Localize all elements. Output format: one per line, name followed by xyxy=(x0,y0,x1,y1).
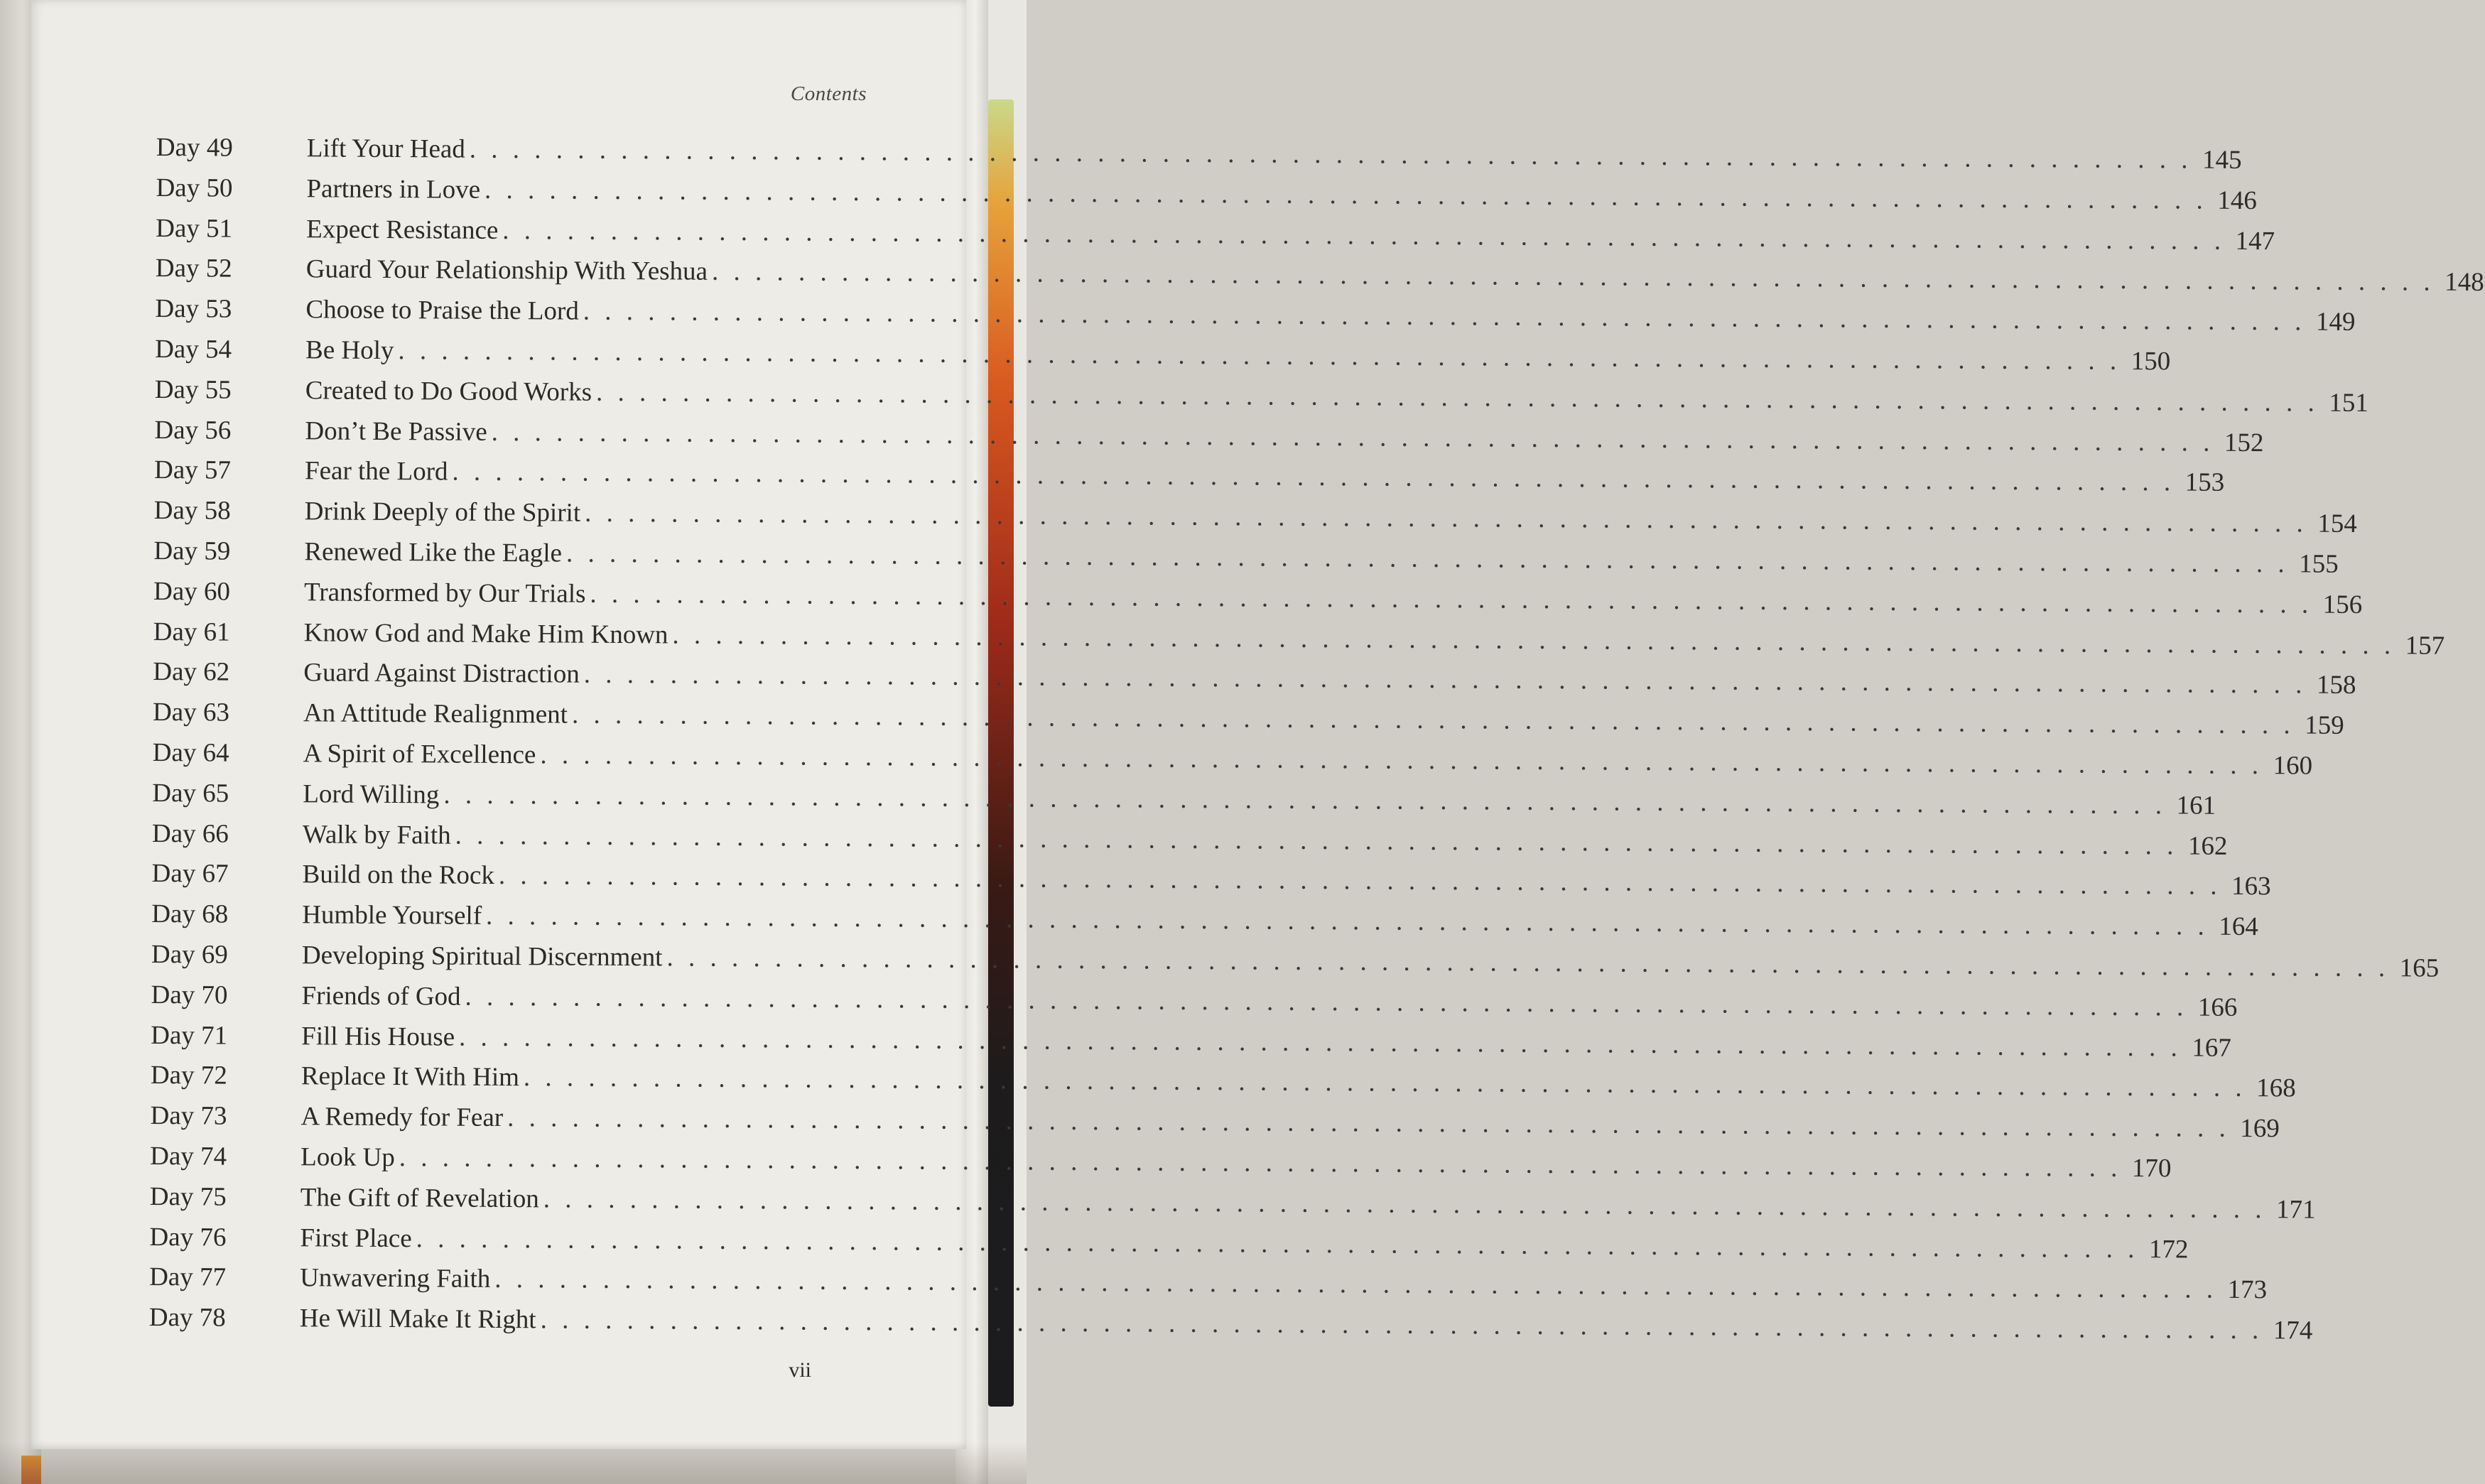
toc-entry-title: Drink Deeply of the Spirit xyxy=(304,497,581,528)
dot-leader: . . . . . . . . . . . . . . . . . . . . . . . . . . . . . . . . . . . . . . . . . . . . . . . . . . . . . . . . . . . . . . . . . . . . . . . . . . . . . . . . xyxy=(711,257,2435,297)
toc-page-number: 157 xyxy=(2405,630,2445,661)
toc-entry xyxy=(152,697,2344,742)
toc-entry-title: Expect Resistance xyxy=(306,214,499,245)
toc-entry xyxy=(149,1221,2189,1266)
bottom-shadow xyxy=(0,1441,1027,1484)
toc-entry xyxy=(151,858,2271,903)
toc-entry-title: Humble Yourself xyxy=(302,900,482,931)
toc-entry-title: Developing Spiritual Discernment xyxy=(301,941,663,973)
toc-page-number: 151 xyxy=(2329,388,2368,418)
toc-entry xyxy=(153,455,2225,499)
toc-page-number: 173 xyxy=(2227,1275,2268,1305)
toc-entry xyxy=(156,132,2242,177)
dot-leader: . . . . . . . . . . . . . . . . . . . . . . . . . . . . . . . . . . . . . . . . . . . . . . . . . . . . . . . . . . . . . . . . . . . . . . . . . . . . . . . . xyxy=(502,215,2226,256)
toc-entry-title: An Attitude Realignment xyxy=(303,698,568,730)
dot-leader: . . . . . . . . . . . . . . . . . . . . . . . . . . . . . . . . . . . . . . . . . . . . . . . . . . . . . . . . . . . . . . . . . . . . . . . . . . . . . . . . xyxy=(507,1103,2230,1143)
toc-page-number: 152 xyxy=(2224,428,2264,457)
dot-leader: . . . . . . . . . . . . . . . . . . . . . . . . . . . . . . . . . . . . . . . . . . . . . . . . . . . . . . . . . . . . . . . . . . . . . . . . . . . . . . . . xyxy=(469,134,2192,175)
toc-page-number: 166 xyxy=(2197,992,2238,1022)
toc-entry xyxy=(149,1262,2268,1306)
dot-leader: . . . . . . . . . . . . . . . . . . . . . . . . . . . . . . . . . . . . . . . . . . . . . . . . . . . . . . . . . . . . . . . . . . . . . . . . . . . . . . . . xyxy=(494,1264,2218,1305)
dot-leader: . . . . . . . . . . . . . . . . . . . . . . . . . . . . . . . . . . . . . . . . . . . . . . . . . . . . . . . . . . . . . . . . . . . . . . . . . . . . . . . . xyxy=(590,579,2313,619)
toc-day-label: Day 73 xyxy=(150,1101,227,1131)
toc-day-label: Day 61 xyxy=(153,617,230,647)
toc-entry-title: Created to Do Good Works xyxy=(305,376,592,407)
toc-day-label: Day 65 xyxy=(152,778,229,808)
toc-day-label: Day 54 xyxy=(155,334,232,364)
toc-page-number: 168 xyxy=(2256,1073,2296,1103)
dot-leader: . . . . . . . . . . . . . . . . . . . . . . . . . . . . . . . . . . . . . . . . . . . . . . . . . . . . . . . . . . . . . . . . . . . . . . . . . . . . . . . . xyxy=(595,377,2319,418)
toc-day-label: Day 75 xyxy=(149,1181,227,1212)
dot-leader: . . . . . . . . . . . . . . . . . . . . . . . . . . . . . . . . . . . . . . . . . . . . . . . . . . . . . . . . . . . . . . . . . . . . . . . . . . . . . . . . xyxy=(498,861,2221,901)
toc-entry xyxy=(154,374,2368,419)
toc-day-label: Day 52 xyxy=(155,254,232,284)
toc-day-label: Day 50 xyxy=(156,173,233,203)
toc-entry xyxy=(152,778,2216,823)
toc-entry xyxy=(151,1020,2231,1065)
toc-entry xyxy=(153,536,2339,580)
dot-leader: . . . . . . . . . . . . . . . . . . . . . . . . . . . . . . . . . . . . . . . . . . . . . . . . . . . . . . . . . . . . . . . . . . . . . . . . . . . . . . . . xyxy=(458,1022,2182,1062)
toc-entry-title: Choose to Praise the Lord xyxy=(305,295,579,326)
toc-page-number: 154 xyxy=(2317,509,2358,539)
toc-page-number: 160 xyxy=(2273,751,2313,781)
toc-entry-title: Partners in Love xyxy=(306,174,481,205)
toc-page-number: 145 xyxy=(2202,145,2242,175)
toc-entry xyxy=(153,495,2358,540)
toc-page-number: 172 xyxy=(2148,1234,2189,1264)
toc-entry-title: Be Holy xyxy=(305,335,394,366)
dot-leader: . . . . . . . . . . . . . . . . . . . . . . . . . . . . . . . . . . . . . . . . . . . . . . . . . . . . . . . . . . . . . . . . . . . . . . . . . . . . . . . . xyxy=(491,417,2214,457)
toc-page-number: 146 xyxy=(2217,185,2257,215)
toc-entry xyxy=(154,415,2264,460)
toc-entry-title: First Place xyxy=(300,1223,412,1253)
toc-day-label: Day 58 xyxy=(153,496,231,526)
toc-entry-title: Guard Against Distraction xyxy=(303,658,580,690)
toc-entry-title: Walk by Faith xyxy=(302,819,451,850)
dot-leader: . . . . . . . . . . . . . . . . . . . . . . . . . . . . . . . . . . . . . . . . . . . . . . . . . . . . . . . . . . . . . . . . . . . . . . . . . . . . . . . . xyxy=(443,780,2167,820)
toc-entry-title: Build on the Rock xyxy=(302,860,495,891)
toc-page-number: 150 xyxy=(2131,346,2171,377)
dot-leader: . . . . . . . . . . . . . . . . . . . . . . . . . . . . . . . . . . . . . . . . . . . . . . . . . . . . . . . . . . . . . . . . . . . . . . . . . . . . . . . . xyxy=(540,740,2263,781)
toc-entry xyxy=(155,253,2484,298)
toc-entry-title: He Will Make It Right xyxy=(299,1304,536,1335)
toc-day-label: Day 72 xyxy=(150,1061,227,1090)
toc-day-label: Day 57 xyxy=(153,455,232,486)
toc-entry xyxy=(151,939,2440,984)
dot-leader: . . . . . . . . . . . . . . . . . . . . . . . . . . . . . . . . . . . . . . . . . . . . . . . . . . . . . . . . . . . . . . . . . . . . . . . . . . . . . . . . xyxy=(523,1063,2246,1103)
page-number: vii xyxy=(789,1358,811,1382)
toc-entry xyxy=(149,1181,2316,1226)
dot-leader: . . . . . . . . . . . . . . . . . . . . . . . . . . . . . . . . . . . . . . . . . . . . . . . . . . . . . . . . . . . . . . . . . . . . . . . . . . . . . . . . xyxy=(399,1143,2122,1183)
toc-entry-title: Friends of God xyxy=(301,981,461,1012)
dot-leader: . . . . . . . . . . . . . . . . . . . . . . . . . . . . . . . . . . . . . . . . . . . . . . . . . . . . . . . . . . . . . . . . . . . . . . . . . . . . . . . . xyxy=(416,1223,2139,1264)
toc-page-number: 163 xyxy=(2231,872,2271,901)
dot-leader: . . . . . . . . . . . . . . . . . . . . . . . . . . . . . . . . . . . . . . . . . . . . . . . . . . . . . . . . . . . . . . . . . . . . . . . . . . . . . . . . xyxy=(465,982,2188,1022)
toc-entry-title: Replace It With Him xyxy=(301,1061,520,1093)
toc-day-label: Day 55 xyxy=(154,374,232,405)
toc-day-label: Day 77 xyxy=(149,1262,227,1292)
toc-entry xyxy=(155,334,2171,379)
toc-day-label: Day 78 xyxy=(148,1303,226,1333)
toc-entry xyxy=(155,293,2356,338)
toc-page-number: 158 xyxy=(2316,670,2356,700)
dot-leader: . . . . . . . . . . . . . . . . . . . . . . . . . . . . . . . . . . . . . . . . . . . . . . . . . . . . . . . . . . . . . . . . . . . . . . . . . . . . . . . . xyxy=(540,1305,2263,1345)
toc-page-number: 155 xyxy=(2299,549,2339,579)
toc-entry-title: Know God and Make Him Known xyxy=(303,617,668,649)
toc-entry xyxy=(151,980,2238,1024)
dot-leader: . . . . . . . . . . . . . . . . . . . . . . . . . . . . . . . . . . . . . . . . . . . . . . . . . . . . . . . . . . . . . . . . . . . . . . . . . . . . . . . . xyxy=(666,943,2390,983)
toc-entry xyxy=(156,213,2275,258)
dot-leader: . . . . . . . . . . . . . . . . . . . . . . . . . . . . . . . . . . . . . . . . . . . . . . . . . . . . . . . . . . . . . . . . . . . . . . . . . . . . . . . . xyxy=(484,175,2207,215)
toc-day-label: Day 64 xyxy=(152,737,229,768)
toc-entry xyxy=(151,818,2228,863)
toc-page-number: 171 xyxy=(2275,1194,2316,1225)
toc-page-number: 174 xyxy=(2273,1316,2313,1345)
toc-entry-title: The Gift of Revelation xyxy=(300,1182,539,1214)
dot-leader: . . . . . . . . . . . . . . . . . . . . . . . . . . . . . . . . . . . . . . . . . . . . . . . . . . . . . . . . . . . . . . . . . . . . . . . . . . . . . . . . xyxy=(585,498,2308,538)
dot-leader: . . . . . . . . . . . . . . . . . . . . . . . . . . . . . . . . . . . . . . . . . . . . . . . . . . . . . . . . . . . . . . . . . . . . . . . . . . . . . . . . xyxy=(455,820,2178,860)
toc-entry xyxy=(148,1302,2313,1347)
dot-leader: . . . . . . . . . . . . . . . . . . . . . . . . . . . . . . . . . . . . . . . . . . . . . . . . . . . . . . . . . . . . . . . . . . . . . . . . . . . . . . . . xyxy=(571,700,2295,740)
toc-entry xyxy=(150,1100,2280,1145)
toc-day-label: Day 62 xyxy=(153,657,230,688)
toc-page-number: 167 xyxy=(2192,1033,2231,1063)
toc-day-label: Day 60 xyxy=(153,576,231,607)
toc-day-label: Day 70 xyxy=(151,980,228,1010)
toc-entry xyxy=(153,576,2363,621)
toc-entry-title: Guard Your Relationship With Yeshua xyxy=(305,254,708,287)
toc-page-number: 147 xyxy=(2235,226,2275,256)
toc-entry-title: Look Up xyxy=(301,1142,395,1172)
toc-page-number: 156 xyxy=(2322,590,2363,619)
toc-entry xyxy=(150,1060,2296,1105)
toc-day-label: Day 67 xyxy=(151,859,229,889)
toc-day-label: Day 56 xyxy=(154,415,232,445)
toc-page-number: 161 xyxy=(2176,791,2216,820)
toc-entry xyxy=(156,173,2257,217)
toc-entry-title: Don’t Be Passive xyxy=(305,416,487,447)
toc-entry xyxy=(151,899,2258,943)
toc-day-label: Day 51 xyxy=(156,213,233,244)
dot-leader: . . . . . . . . . . . . . . . . . . . . . . . . . . . . . . . . . . . . . . . . . . . . . . . . . . . . . . . . . . . . . . . . . . . . . . . . . . . . . . . . xyxy=(485,901,2209,941)
toc-day-label: Day 63 xyxy=(152,698,230,727)
toc-entry xyxy=(150,1141,2172,1186)
toc-day-label: Day 66 xyxy=(151,818,229,849)
toc-page-number: 148 xyxy=(2445,268,2484,298)
dot-leader: . . . . . . . . . . . . . . . . . . . . . . . . . . . . . . . . . . . . . . . . . . . . . . . . . . . . . . . . . . . . . . . . . . . . . . . . . . . . . . . . xyxy=(583,660,2307,700)
toc-page-number: 164 xyxy=(2219,911,2258,942)
toc-day-label: Day 49 xyxy=(156,132,233,163)
dot-leader: . . . . . . . . . . . . . . . . . . . . . . . . . . . . . . . . . . . . . . . . . . . . . . . . . . . . . . . . . . . . . . . . . . . . . . . . . . . . . . . . xyxy=(583,296,2306,337)
toc-page-number: 149 xyxy=(2315,307,2356,337)
toc-day-label: Day 53 xyxy=(155,294,232,324)
toc-page-number: 170 xyxy=(2131,1153,2172,1184)
toc-page-number: 162 xyxy=(2187,831,2228,861)
dot-leader: . . . . . . . . . . . . . . . . . . . . . . . . . . . . . . . . . . . . . . . . . . . . . . . . . . . . . . . . . . . . . . . . . . . . . . . . . . . . . . . . xyxy=(398,336,2121,376)
dot-leader: . . . . . . . . . . . . . . . . . . . . . . . . . . . . . . . . . . . . . . . . . . . . . . . . . . . . . . . . . . . . . . . . . . . . . . . . . . . . . . . . xyxy=(543,1184,2266,1224)
toc-day-label: Day 59 xyxy=(153,536,231,566)
toc-day-label: Day 74 xyxy=(150,1141,227,1171)
book-page xyxy=(31,0,2484,1449)
dot-leader: . . . . . . . . . . . . . . . . . . . . . . . . . . . . . . . . . . . . . . . . . . . . . . . . . . . . . . . . . . . . . . . . . . . . . . . . . . . . . . . . xyxy=(565,538,2289,579)
dot-leader: . . . . . . . . . . . . . . . . . . . . . . . . . . . . . . . . . . . . . . . . . . . . . . . . . . . . . . . . . . . . . . . . . . . . . . . . . . . . . . . . xyxy=(672,620,2395,660)
toc-entry xyxy=(153,656,2356,701)
toc-page-number: 153 xyxy=(2184,467,2225,498)
toc-entry-title: Fear the Lord xyxy=(304,456,448,487)
table-of-contents xyxy=(148,132,2484,1347)
toc-day-label: Day 71 xyxy=(151,1020,228,1051)
toc-day-label: Day 76 xyxy=(149,1222,227,1252)
toc-entry-title: Renewed Like the Eagle xyxy=(304,537,563,568)
toc-entry xyxy=(152,737,2313,782)
toc-entry-title: A Remedy for Fear xyxy=(301,1102,504,1133)
toc-day-label: Day 68 xyxy=(151,899,229,929)
dot-leader: . . . . . . . . . . . . . . . . . . . . . . . . . . . . . . . . . . . . . . . . . . . . . . . . . . . . . . . . . . . . . . . . . . . . . . . . . . . . . . . . xyxy=(452,457,2175,497)
toc-entry-title: A Spirit of Excellence xyxy=(303,739,536,770)
toc-page-number: 165 xyxy=(2399,953,2440,983)
toc-entry-title: Lift Your Head xyxy=(306,134,466,164)
toc-page-number: 159 xyxy=(2305,710,2344,740)
toc-entry-title: Transformed by Our Trials xyxy=(303,578,586,609)
toc-entry-title: Unwavering Faith xyxy=(300,1263,491,1294)
toc-entry xyxy=(153,617,2445,661)
toc-day-label: Day 69 xyxy=(151,939,228,970)
toc-entry-title: Fill His House xyxy=(301,1021,455,1052)
toc-entry-title: Lord Willing xyxy=(303,779,440,810)
toc-page-number: 169 xyxy=(2240,1114,2280,1144)
running-head: Contents xyxy=(790,82,867,105)
